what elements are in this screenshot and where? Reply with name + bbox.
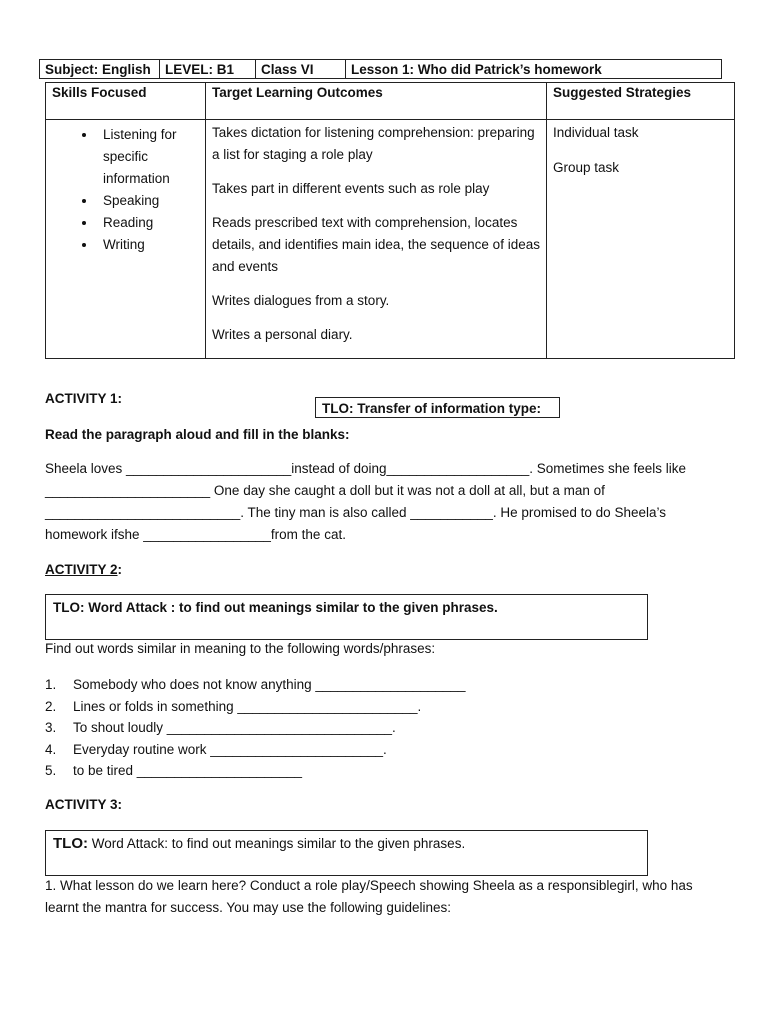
table-row: [46, 120, 735, 359]
item-number: 2.: [45, 698, 57, 714]
col-target-outcomes: Target Learning Outcomes: [206, 83, 547, 120]
list-item: [45, 739, 466, 761]
paragraph-line: __________________________. The tiny man is also called ___________. He promised to do Sheela’s: [45, 505, 666, 520]
activity1-heading: ACTIVITY 1:: [45, 391, 123, 406]
outcomes-cell: [206, 120, 547, 359]
outcome-item: Writes dialogues from a story.: [212, 293, 390, 308]
activity2-heading: ACTIVITY 2: [45, 562, 118, 577]
list-item: • Listening for specific information: [97, 124, 199, 190]
strategy-item: Individual task: [553, 125, 639, 140]
paragraph-line: Sheela loves ______________________instead of doing___________________. Sometimes she feels like: [45, 461, 687, 476]
item-number: 4.: [45, 741, 57, 757]
question-line: 1. What lesson do we learn here? Conduct a role play/Speech showing Sheela as a responsiblegirl, who has: [45, 878, 693, 893]
list-item: [45, 760, 466, 782]
strategy-item: Group task: [553, 160, 620, 175]
outcome-item: Writes a personal diary.: [212, 327, 353, 342]
subject-cell: Subject: English: [40, 60, 160, 78]
list-item: [45, 674, 466, 696]
question-line: learnt the mantra for success. You may use the following guidelines:: [45, 900, 451, 915]
item-text: Lines or folds in something ________________________.: [73, 698, 422, 714]
outcome-item: Takes dictation for listening comprehension: preparing a list for staging a role play: [212, 125, 535, 162]
col-skills-focused: Skills Focused: [46, 83, 206, 120]
item-text: To shout loudly ______________________________.: [73, 720, 396, 736]
outcome-item: Reads prescribed text with comprehension, locates details, and identifies main idea, the sequence of ideas and events: [212, 215, 540, 274]
paragraph-line: homework ifshe _________________from the cat.: [45, 527, 346, 542]
activity1-tlo-box: TLO: Transfer of information type:: [315, 397, 560, 418]
list-item: [45, 717, 466, 739]
skills-outcomes-table: [45, 82, 735, 359]
level-cell: LEVEL: B1: [160, 60, 256, 78]
list-item: • Reading: [97, 212, 199, 234]
strategies-cell: [547, 120, 735, 359]
activity3-question: [45, 875, 735, 919]
table-header-row: [46, 83, 735, 120]
list-item: • Writing: [97, 234, 199, 256]
item-number: 1.: [45, 677, 57, 692]
activity3-tlo-box: [45, 830, 648, 876]
tlo-label: TLO:: [53, 835, 88, 852]
lesson-header: [39, 59, 722, 79]
activity3-heading: ACTIVITY 3:: [45, 797, 123, 812]
list-item: [45, 696, 466, 718]
item-text: to be tired ______________________: [73, 763, 302, 779]
skills-list: [52, 124, 199, 256]
lesson-cell: Lesson 1: Who did Patrick’s homework: [351, 62, 602, 77]
item-number: 3.: [45, 720, 57, 736]
item-text: Everyday routine work _______________________.: [73, 741, 387, 757]
activity1-instruction: Read the paragraph aloud and fill in the blanks:: [45, 427, 350, 442]
activity2-heading-wrap: [45, 559, 122, 581]
word-meaning-list: [45, 674, 466, 782]
item-number: 5.: [45, 763, 57, 779]
paragraph-line: ______________________ One day she caught a doll but it was not a doll at all, but a man of: [45, 483, 605, 498]
col-suggested-strategies: Suggested Strategies: [547, 83, 735, 120]
activity2-tlo-box: TLO: Word Attack : to find out meanings similar to the given phrases.: [45, 594, 648, 640]
item-text: Somebody who does not know anything ____________________: [73, 677, 466, 692]
activity2-colon: :: [117, 562, 123, 577]
fill-blanks-paragraph: [45, 458, 735, 546]
tlo-text: Word Attack: to find out meanings similar to the given phrases.: [88, 836, 466, 851]
list-item: • Speaking: [97, 190, 199, 212]
activity2-instruction: Find out words similar in meaning to the following words/phrases:: [45, 641, 436, 656]
class-cell: Class VI: [256, 60, 346, 78]
outcome-item: Takes part in different events such as role play: [212, 181, 490, 196]
skills-cell: [46, 120, 206, 359]
